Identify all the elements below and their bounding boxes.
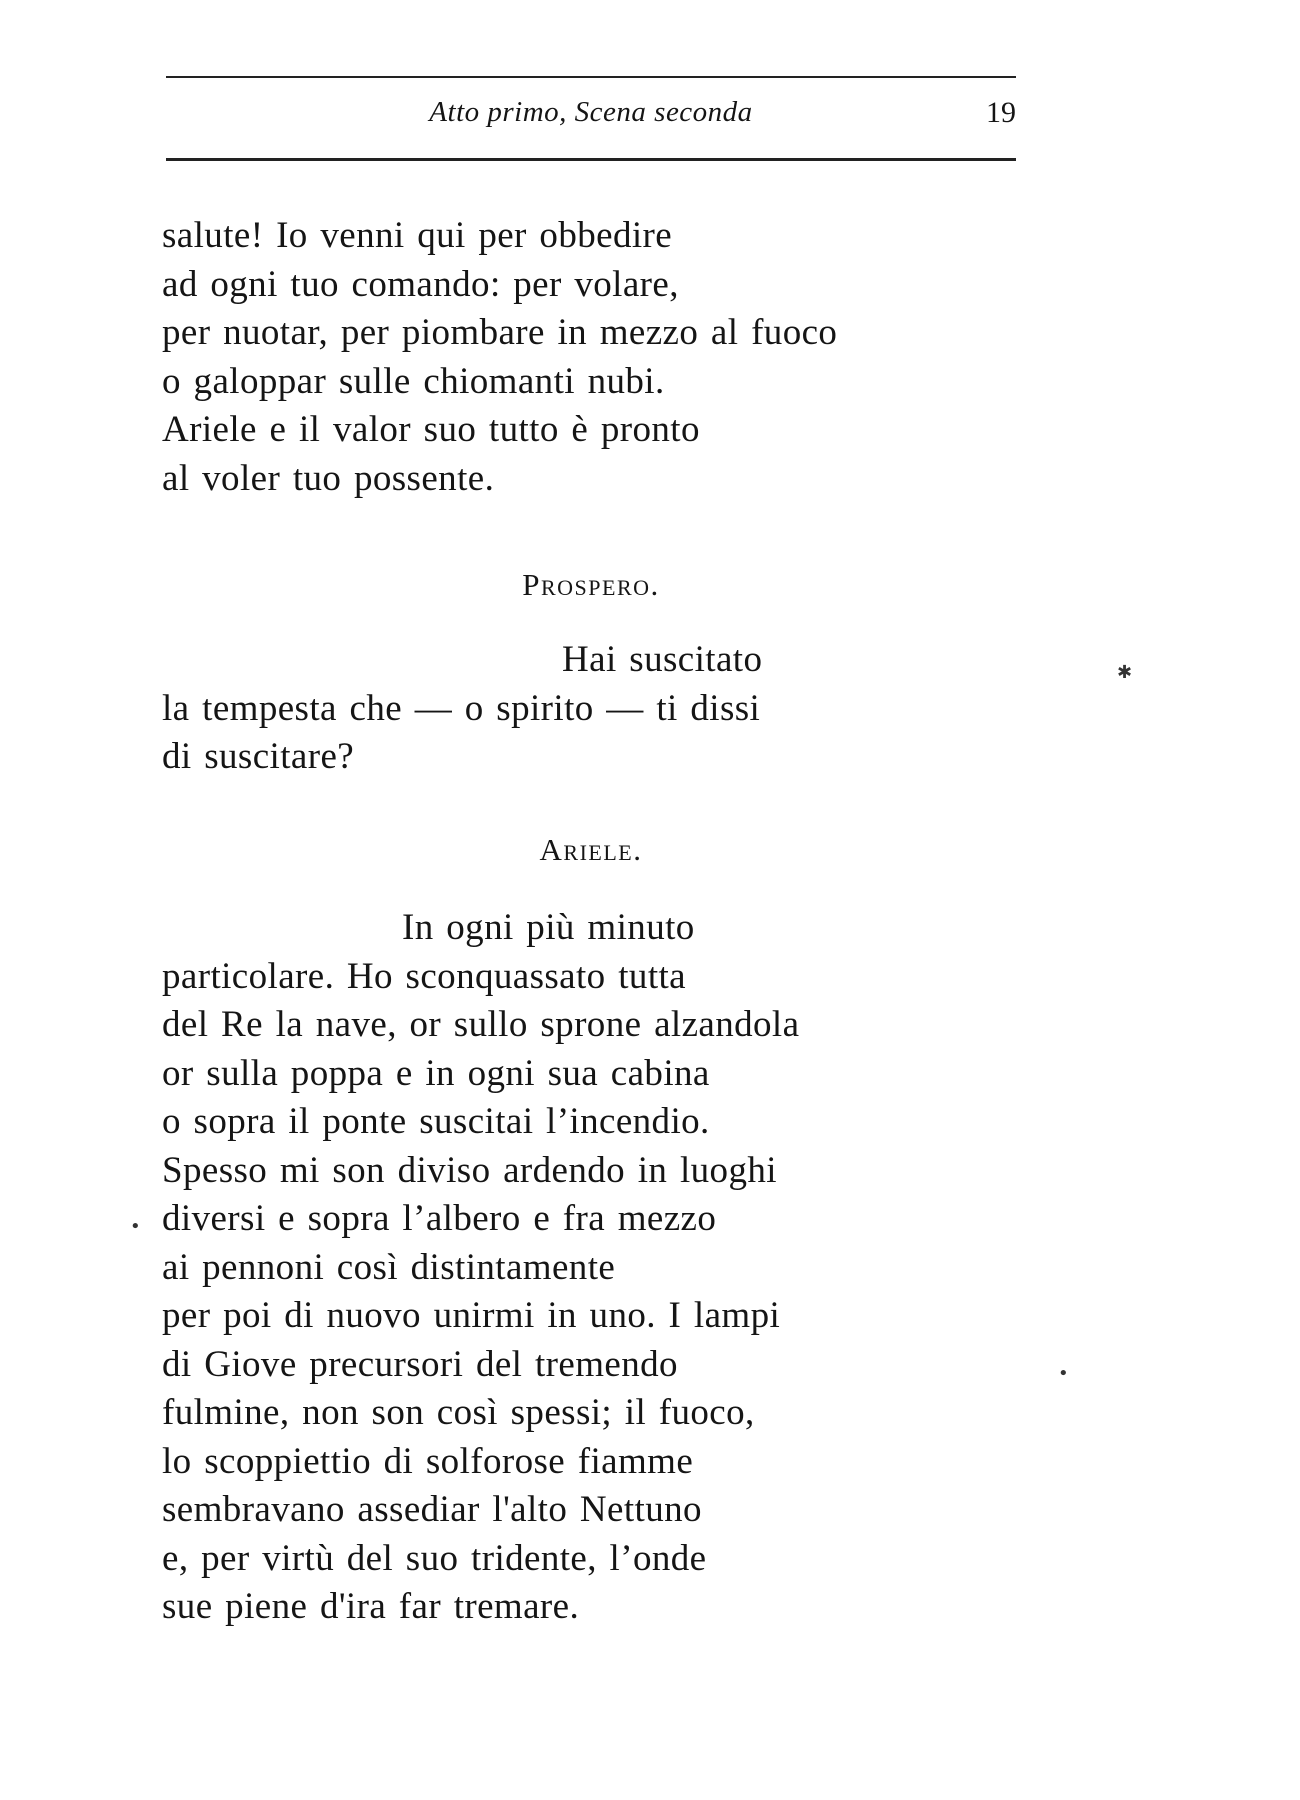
verse-line: al voler tuo possente.: [162, 457, 495, 499]
verse-passage-2: [162, 636, 762, 782]
scan-speck: •: [130, 1216, 141, 1237]
verse-line: ai pennoni così distintamente: [162, 1246, 616, 1288]
verse-line: di Giove precursori del tremendo: [162, 1343, 678, 1385]
verse-line: di suscitare?: [162, 736, 355, 777]
verse-line: del Re la nave, or sullo sprone alzandola: [162, 1004, 800, 1045]
verse-line: o galoppar sulle chiomanti nubi.: [162, 360, 665, 402]
verse-line: or sulla poppa e in ogni sua cabina: [162, 1052, 710, 1094]
verse-line: Spesso mi son diviso ardendo in luoghi: [162, 1149, 777, 1191]
header-top-rule: [166, 76, 1016, 78]
verse-line: per poi di nuovo unirmi in uno. I lampi: [162, 1295, 781, 1336]
verse-passage-1: [162, 212, 837, 503]
running-head: [166, 96, 1016, 136]
verse-line: diversi e sopra l’albero e fra mezzo: [162, 1198, 717, 1239]
verse-line: fulmine, non son così spessi; il fuoco,: [162, 1392, 755, 1433]
verse-line: o sopra il ponte suscitai l’incendio.: [162, 1101, 710, 1142]
page-number: 19: [986, 96, 1016, 129]
verse-line: sue piene d'ira far tremare.: [162, 1586, 580, 1627]
verse-line: sembravano assediar l'alto Nettuno: [162, 1489, 702, 1530]
verse-line: la tempesta che — o spirito — ti dissi: [162, 687, 761, 729]
verse-line: per nuotar, per piombare in mezzo al fuoco: [162, 312, 838, 353]
verse-line: Hai suscitato: [562, 639, 763, 680]
header-bottom-rule: [166, 158, 1016, 161]
verse-line: lo scoppiettio di solforose fiamme: [162, 1440, 694, 1482]
verse-line: salute! Io venni qui per obbedire: [162, 215, 673, 256]
verse-line: e, per virtù del suo tridente, l’onde: [162, 1537, 707, 1579]
verse-line: Ariele e il valor suo tutto è pronto: [162, 409, 700, 450]
scan-speck: ✱: [1117, 662, 1133, 683]
speaker-name-prospero: Prospero.: [522, 567, 660, 602]
verse-line: particolare. Ho sconquassato tutta: [162, 955, 686, 997]
verse-line: ad ogni tuo comando: per volare,: [162, 263, 679, 305]
scan-speck: •: [1058, 1363, 1069, 1384]
verse-passage-3: [162, 904, 799, 1632]
running-title: Atto primo, Scena seconda: [429, 96, 753, 128]
speaker-name-ariele: Ariele.: [539, 832, 643, 867]
verse-line: In ogni più minuto: [402, 907, 695, 948]
